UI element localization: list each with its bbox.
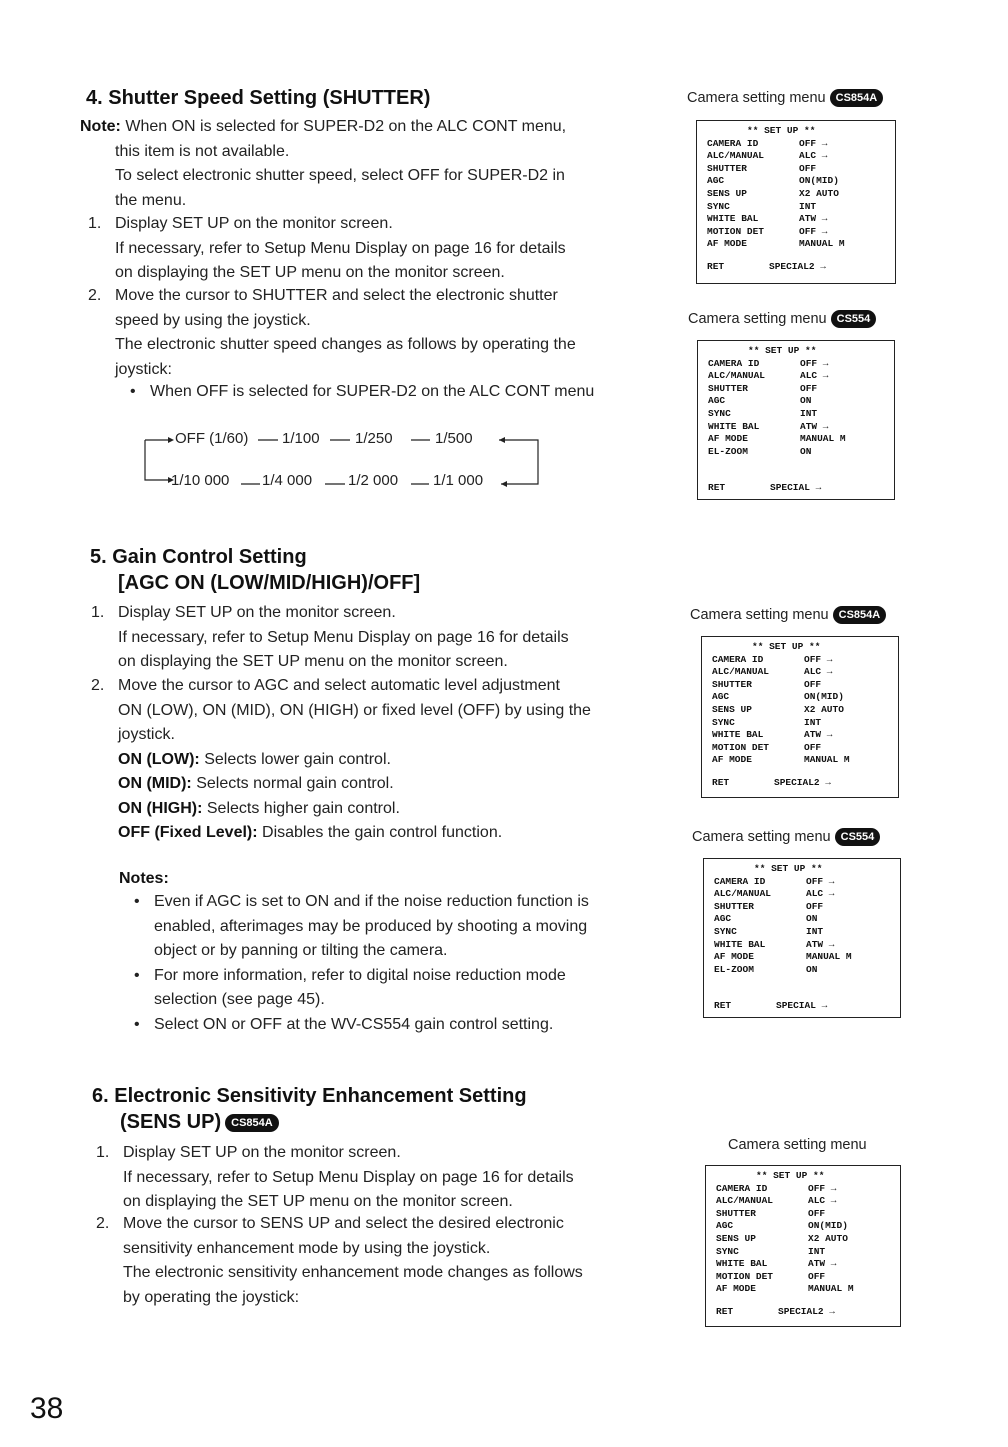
menu-value: OFF → xyxy=(800,357,829,369)
menu-row xyxy=(716,1271,900,1284)
menu-key: EL-ZOOM xyxy=(714,963,754,975)
diagram-item: OFF (1/60) xyxy=(175,430,249,447)
section5-title-line2: [AGC ON (LOW/MID/HIGH)/OFF] xyxy=(118,572,421,594)
menu-key: WHITE BAL xyxy=(716,1258,768,1270)
page-number: 38 xyxy=(30,1392,64,1425)
menu-key: AF MODE xyxy=(714,951,754,963)
menu-key: WHITE BAL xyxy=(712,729,764,741)
menu-row xyxy=(716,1233,900,1246)
menu-key: AF MODE xyxy=(712,754,752,766)
menu-value: ATW → xyxy=(799,213,828,225)
menu-row xyxy=(712,754,898,767)
menu-title: ** SET UP ** xyxy=(754,863,823,874)
definition-term: ON (LOW): xyxy=(118,750,200,768)
menu-key: CAMERA ID xyxy=(707,137,759,149)
menu-key: AF MODE xyxy=(708,433,748,445)
menu-value: OFF → xyxy=(808,1182,837,1194)
section5-step2 xyxy=(91,674,651,846)
menu-row xyxy=(707,213,895,226)
model-badge: CS554 xyxy=(831,310,877,328)
menu-value: INT xyxy=(804,716,822,728)
menu-key: AF MODE xyxy=(716,1283,756,1295)
menu-footer xyxy=(712,777,898,790)
bullet-icon: • xyxy=(130,383,136,400)
menu-footer xyxy=(707,261,895,274)
menu-key: SHUTTER xyxy=(712,678,752,690)
bullet-icon: • xyxy=(134,1015,140,1033)
section4-title: 4. Shutter Speed Setting (SHUTTER) xyxy=(86,87,431,109)
menu-value: X2 AUTO xyxy=(799,187,839,199)
menu-title: ** SET UP ** xyxy=(756,1170,825,1181)
menu-caption xyxy=(692,828,880,846)
menu-key: SYNC xyxy=(716,1245,739,1257)
menu-row xyxy=(712,729,898,742)
step-number: 2. xyxy=(91,677,105,694)
model-badge: CS554 xyxy=(835,828,881,846)
menu-value: MANUAL M xyxy=(808,1283,854,1295)
definition xyxy=(118,748,651,773)
camera-setting-menu xyxy=(705,1165,901,1327)
section4-bullet xyxy=(130,380,650,405)
menu-key: SHUTTER xyxy=(707,162,747,174)
menu-value: ATW → xyxy=(808,1258,837,1270)
menu-key: SHUTTER xyxy=(714,900,754,912)
menu-caption xyxy=(687,89,883,107)
menu-row xyxy=(712,717,898,730)
diagram-item: 1/500 xyxy=(435,430,473,447)
menu-key: WHITE BAL xyxy=(708,420,760,432)
step-line: by operating the joystick: xyxy=(123,1288,300,1306)
note-line: selection (see page 45). xyxy=(154,991,325,1008)
menu-row xyxy=(716,1283,900,1296)
step-line: If necessary, refer to Setup Menu Display on page 16 for details xyxy=(115,239,566,257)
note-label: Note: xyxy=(80,118,121,135)
menu-value: OFF → xyxy=(799,137,828,149)
step-line: Move the cursor to SENS UP and select the desired electronic xyxy=(123,1215,564,1232)
step-line: Display SET UP on the monitor screen. xyxy=(115,215,393,232)
menu-row xyxy=(712,679,898,692)
definition xyxy=(118,797,651,822)
step-number: 1. xyxy=(91,604,105,621)
menu-value: OFF → xyxy=(806,875,835,887)
menu-ret: RET xyxy=(714,1000,732,1012)
bullet-icon: • xyxy=(134,966,140,984)
menu-value: ON(MID) xyxy=(799,175,839,187)
menu-value: ON(MID) xyxy=(804,691,844,703)
step-line: If necessary, refer to Setup Menu Display on page 16 for details xyxy=(123,1168,574,1186)
menu-ret: RET xyxy=(707,260,725,272)
menu-value: ATW → xyxy=(806,938,835,950)
menu-row xyxy=(712,654,898,667)
menu-row xyxy=(708,421,894,434)
menu-value: OFF xyxy=(800,382,818,394)
menu-row xyxy=(714,939,900,952)
menu-row xyxy=(708,395,894,408)
menu-key: CAMERA ID xyxy=(708,357,760,369)
menu-value: X2 AUTO xyxy=(804,703,844,715)
menu-value: ON xyxy=(806,913,818,925)
menu-key: MOTION DET xyxy=(716,1270,774,1282)
menu-key: SYNC xyxy=(712,716,735,728)
menu-value: INT xyxy=(799,200,817,212)
menu-row xyxy=(707,226,895,239)
step-line: The electronic shutter speed changes as follows by operating the xyxy=(115,336,576,353)
definition-desc: Selects normal gain control. xyxy=(191,775,394,792)
menu-row xyxy=(708,408,894,421)
menu-special: SPECIAL2 → xyxy=(774,776,832,788)
menu-caption: Camera setting menu xyxy=(728,1137,867,1153)
camera-setting-menu xyxy=(703,858,901,1018)
menu-title: ** SET UP ** xyxy=(748,345,817,356)
menu-special: SPECIAL2 → xyxy=(778,1305,836,1317)
menu-key: ALC/MANUAL xyxy=(716,1195,774,1207)
note-item xyxy=(134,1013,654,1038)
step-line: on displaying the SET UP menu on the monitor screen. xyxy=(118,653,508,670)
menu-row xyxy=(714,888,900,901)
menu-value: OFF xyxy=(799,162,817,174)
menu-value: ALC → xyxy=(808,1195,837,1207)
menu-value: ON xyxy=(800,445,812,457)
menu-row xyxy=(708,358,894,371)
note-item xyxy=(134,964,654,1013)
step-line: joystick. xyxy=(118,726,175,743)
note-line: the menu. xyxy=(115,191,187,209)
section6-step1 xyxy=(96,1141,656,1215)
menu-value: OFF xyxy=(804,678,822,690)
menu-value: OFF xyxy=(808,1207,826,1219)
section4-note xyxy=(80,115,645,213)
step-number: 2. xyxy=(88,287,102,304)
menu-ret: RET xyxy=(716,1305,734,1317)
diagram-item: 1/4 000 xyxy=(262,472,313,489)
menu-key: ALC/MANUAL xyxy=(714,888,772,900)
menu-row xyxy=(716,1258,900,1271)
menu-caption xyxy=(688,310,876,328)
definition-desc: Selects higher gain control. xyxy=(202,799,400,817)
menu-key: ALC/MANUAL xyxy=(707,150,765,162)
note-line: Select ON or OFF at the WV-CS554 gain control setting. xyxy=(154,1015,554,1033)
step-line: ON (LOW), ON (MID), ON (HIGH) or fixed level (OFF) by using the xyxy=(118,701,591,719)
menu-key: SYNC xyxy=(707,200,730,212)
menu-key: SYNC xyxy=(714,925,737,937)
diagram-item: 1/250 xyxy=(355,430,393,447)
menu-value: OFF → xyxy=(804,653,833,665)
step-number: 1. xyxy=(96,1144,110,1161)
menu-key: MOTION DET xyxy=(712,741,770,753)
menu-footer xyxy=(708,482,894,495)
menu-row xyxy=(708,383,894,396)
note-line: When ON is selected for SUPER-D2 on the ALC CONT menu, xyxy=(120,118,567,135)
menu-key: AGC xyxy=(707,175,725,187)
menu-row xyxy=(714,876,900,889)
menu-key: SHUTTER xyxy=(716,1207,756,1219)
definition-term: OFF (Fixed Level): xyxy=(118,824,258,841)
menu-row xyxy=(716,1246,900,1259)
menu-key: MOTION DET xyxy=(707,225,765,237)
menu-row xyxy=(712,704,898,717)
menu-key: SENS UP xyxy=(716,1232,756,1244)
menu-title: ** SET UP ** xyxy=(752,641,821,652)
menu-row xyxy=(708,370,894,383)
menu-special: SPECIAL → xyxy=(770,482,822,494)
menu-value: ALC → xyxy=(804,666,833,678)
section4-step2 xyxy=(88,284,648,382)
menu-row xyxy=(714,964,900,977)
section6-title-line1: 6. Electronic Sensitivity Enhancement Setting xyxy=(92,1085,527,1107)
menu-key: ALC/MANUAL xyxy=(712,666,770,678)
section6-title xyxy=(92,1083,527,1135)
menu-row xyxy=(714,913,900,926)
menu-ret: RET xyxy=(712,776,730,788)
menu-value: ALC → xyxy=(799,150,828,162)
menu-value: OFF xyxy=(806,900,824,912)
menu-value: MANUAL M xyxy=(800,433,846,445)
step-line: sensitivity enhancement mode by using the joystick. xyxy=(123,1239,491,1257)
menu-ret: RET xyxy=(708,482,726,494)
menu-value: OFF xyxy=(808,1270,826,1282)
menu-value: MANUAL M xyxy=(806,951,852,963)
definition xyxy=(118,821,651,846)
menu-title: ** SET UP ** xyxy=(747,125,816,136)
menu-key: WHITE BAL xyxy=(707,213,759,225)
menu-value: ALC → xyxy=(800,370,829,382)
menu-row xyxy=(708,433,894,446)
menu-row xyxy=(712,666,898,679)
menu-row xyxy=(712,742,898,755)
definition-term: ON (MID): xyxy=(118,775,192,792)
menu-row xyxy=(707,138,895,151)
menu-caption-text: Camera setting menu xyxy=(688,310,827,327)
menu-row xyxy=(708,446,894,459)
definition-desc: Selects lower gain control. xyxy=(199,750,391,768)
definition xyxy=(118,772,651,797)
note-line: For more information, refer to digital noise reduction mode xyxy=(154,966,566,984)
menu-row xyxy=(716,1220,900,1233)
model-badge: CS854A xyxy=(225,1114,279,1132)
menu-value: ON xyxy=(800,395,812,407)
step-line: The electronic sensitivity enhancement mode changes as follows xyxy=(123,1264,583,1281)
step-line: speed by using the joystick. xyxy=(115,311,311,329)
step-number: 1. xyxy=(88,215,102,232)
menu-value: ATW → xyxy=(804,729,833,741)
section5-title-line1: 5. Gain Control Setting xyxy=(90,546,307,568)
menu-key: CAMERA ID xyxy=(716,1182,768,1194)
menu-value: INT xyxy=(800,407,818,419)
menu-footer xyxy=(714,1000,900,1013)
note-item xyxy=(134,890,654,964)
menu-row xyxy=(714,926,900,939)
menu-row xyxy=(707,175,895,188)
menu-key: EL-ZOOM xyxy=(708,445,748,457)
note-line: enabled, afterimages may be produced by shooting a moving xyxy=(154,917,588,935)
menu-caption-text: Camera setting menu xyxy=(692,828,831,845)
step-line: Move the cursor to SHUTTER and select the electronic shutter xyxy=(115,287,558,304)
menu-key: CAMERA ID xyxy=(712,653,764,665)
menu-value: X2 AUTO xyxy=(808,1232,848,1244)
menu-row xyxy=(712,691,898,704)
section4-step1 xyxy=(88,212,648,286)
camera-setting-menu xyxy=(696,120,896,284)
menu-key: WHITE BAL xyxy=(714,938,766,950)
menu-value: OFF xyxy=(804,741,822,753)
definition-desc: Disables the gain control function. xyxy=(257,824,503,841)
camera-setting-menu xyxy=(701,636,899,798)
menu-key: AGC xyxy=(716,1220,734,1232)
bullet-icon: • xyxy=(134,893,140,910)
notes-label: Notes: xyxy=(119,870,169,887)
section5-step1 xyxy=(91,601,651,675)
menu-row xyxy=(707,150,895,163)
step-line: Display SET UP on the monitor screen. xyxy=(118,604,396,621)
note-line: this item is not available. xyxy=(115,142,290,160)
menu-row xyxy=(714,901,900,914)
step-line: joystick: xyxy=(115,360,172,378)
menu-caption-text: Camera setting menu xyxy=(690,606,829,623)
menu-value: MANUAL M xyxy=(799,238,845,250)
menu-caption-text: Camera setting menu xyxy=(687,89,826,106)
section6-step2 xyxy=(96,1212,656,1310)
menu-caption xyxy=(690,606,886,624)
camera-setting-menu xyxy=(697,340,895,500)
menu-row xyxy=(707,238,895,251)
menu-row xyxy=(714,951,900,964)
diagram-item: 1/2 000 xyxy=(348,472,399,489)
step-number: 2. xyxy=(96,1215,110,1232)
diagram-item: 1/100 xyxy=(282,430,320,447)
menu-key: SHUTTER xyxy=(708,382,748,394)
menu-value: ALC → xyxy=(806,888,835,900)
menu-value: ATW → xyxy=(800,420,829,432)
model-badge: CS854A xyxy=(833,606,887,624)
menu-key: SYNC xyxy=(708,407,731,419)
menu-special: SPECIAL → xyxy=(776,1000,828,1012)
section5-notes xyxy=(134,890,654,1037)
menu-key: SENS UP xyxy=(712,703,752,715)
menu-key: ALC/MANUAL xyxy=(708,370,766,382)
menu-special: SPECIAL2 → xyxy=(769,260,827,272)
diagram-item: 1/1 000 xyxy=(433,472,484,489)
menu-row xyxy=(707,188,895,201)
menu-key: AGC xyxy=(708,395,726,407)
note-line: To select electronic shutter speed, select OFF for SUPER-D2 in xyxy=(115,167,565,184)
step-line: on displaying the SET UP menu on the monitor screen. xyxy=(123,1193,513,1210)
menu-value: INT xyxy=(806,925,824,937)
model-badge: CS854A xyxy=(830,89,884,107)
menu-row xyxy=(716,1183,900,1196)
menu-footer xyxy=(716,1306,900,1319)
menu-value: ON xyxy=(806,963,818,975)
menu-value: MANUAL M xyxy=(804,754,850,766)
menu-key: AF MODE xyxy=(707,238,747,250)
menu-row xyxy=(716,1208,900,1221)
menu-row xyxy=(716,1195,900,1208)
section6-title-line2: (SENS UP) xyxy=(120,1111,222,1133)
shutter-speed-diagram xyxy=(143,412,543,492)
menu-row xyxy=(707,201,895,214)
section5-title xyxy=(90,544,420,596)
step-line: If necessary, refer to Setup Menu Display on page 16 for details xyxy=(118,628,569,646)
step-line: Move the cursor to AGC and select automatic level adjustment xyxy=(118,677,560,694)
bullet-text: When OFF is selected for SUPER-D2 on the ALC CONT menu xyxy=(150,383,595,400)
menu-key: SENS UP xyxy=(707,187,747,199)
menu-row xyxy=(707,163,895,176)
step-line: on displaying the SET UP menu on the monitor screen. xyxy=(115,264,505,281)
menu-value: OFF → xyxy=(799,225,828,237)
definition-term: ON (HIGH): xyxy=(118,799,203,817)
menu-value: ON(MID) xyxy=(808,1220,848,1232)
menu-key: AGC xyxy=(712,691,730,703)
step-line: Display SET UP on the monitor screen. xyxy=(123,1144,401,1161)
diagram-item: 1/10 000 xyxy=(171,472,230,489)
menu-key: CAMERA ID xyxy=(714,875,766,887)
menu-key: AGC xyxy=(714,913,732,925)
note-line: Even if AGC is set to ON and if the noise reduction function is xyxy=(154,893,589,910)
menu-value: INT xyxy=(808,1245,826,1257)
note-line: object or by panning or tilting the camera. xyxy=(154,942,448,959)
